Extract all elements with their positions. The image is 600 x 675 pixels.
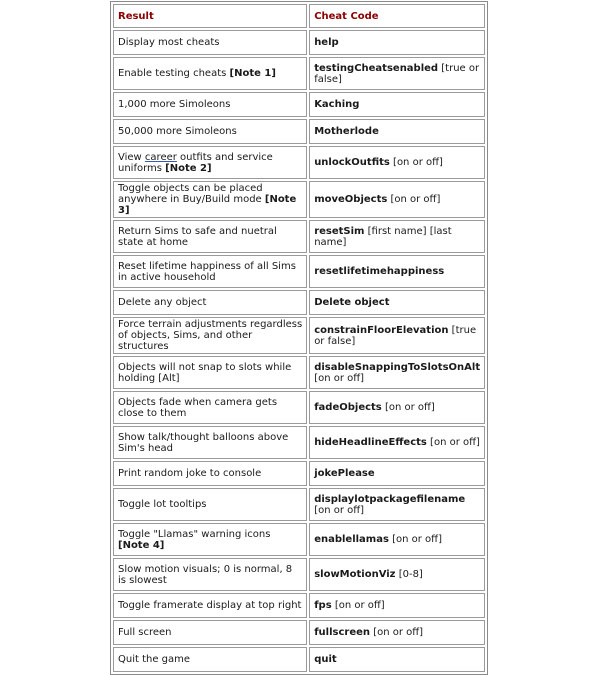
table-row — [113, 30, 485, 55]
cheat-code: Motherlode — [314, 126, 379, 137]
result-cell: 50,000 more Simoleons — [113, 119, 307, 144]
result-cell: Objects fade when camera gets close to them — [113, 391, 307, 424]
cheat-table — [110, 1, 488, 675]
result-cell: Toggle objects can be placed anywhere in Buy/Build mode [Note 3] — [113, 181, 307, 218]
code-cell — [309, 461, 485, 486]
result-cell: Force terrain adjustments regardless of objects, Sims, and other structures — [113, 317, 307, 354]
cheat-code: enablellamas — [314, 534, 389, 545]
table-row — [113, 426, 485, 459]
code-cell — [309, 255, 485, 288]
table-row — [113, 220, 485, 253]
column-header-result: Result — [113, 4, 307, 28]
result-cell: Delete any object — [113, 290, 307, 315]
table-row — [113, 620, 485, 645]
code-cell: disableSnappingToSlotsOnAlt [on or off] — [309, 356, 485, 389]
code-cell: displaylotpackagefilename [on or off] — [309, 488, 485, 521]
cheat-code: hideHeadlineEffects — [314, 437, 427, 448]
code-cell: moveObjects [on or off] — [309, 181, 485, 218]
code-cell — [309, 92, 485, 117]
cheat-table-wrapper — [110, 1, 488, 675]
code-cell: enablellamas [on or off] — [309, 523, 485, 556]
result-cell: Print random joke to console — [113, 461, 307, 486]
note-ref: [Note 3] — [118, 194, 297, 216]
cheat-code: fadeObjects — [314, 402, 382, 413]
result-cell: Quit the game — [113, 647, 307, 672]
cheat-code: disableSnappingToSlotsOnAlt — [314, 361, 481, 373]
code-cell: unlockOutfits [on or off] — [309, 146, 485, 179]
result-cell: 1,000 more Simoleons — [113, 92, 307, 117]
code-cell — [309, 119, 485, 144]
note-ref: [Note 2] — [165, 162, 212, 174]
table-row — [113, 290, 485, 315]
table-row — [113, 461, 485, 486]
result-cell: View career outfits and service uniforms [Note 2] — [113, 146, 307, 179]
code-cell: hideHeadlineEffects [on or off] — [309, 426, 485, 459]
result-cell: Enable testing cheats [Note 1] — [113, 57, 307, 90]
code-cell: fullscreen [on or off] — [309, 620, 485, 645]
table-row — [113, 391, 485, 424]
note-ref: [Note 4] — [118, 539, 165, 551]
result-cell: Display most cheats — [113, 30, 307, 55]
column-header-cheat-code: Cheat Code — [309, 4, 485, 28]
cheat-code: quit — [314, 654, 337, 665]
cheat-code: moveObjects — [314, 194, 388, 205]
table-row — [113, 593, 485, 618]
table-row — [113, 317, 485, 354]
result-cell: Slow motion visuals; 0 is normal, 8 is slowest — [113, 558, 307, 591]
code-cell — [309, 290, 485, 315]
cheat-code: Kaching — [314, 99, 360, 110]
result-cell: Toggle lot tooltips — [113, 488, 307, 521]
code-cell: fadeObjects [on or off] — [309, 391, 485, 424]
result-cell: Toggle framerate display at top right — [113, 593, 307, 618]
table-row — [113, 558, 485, 591]
code-cell — [309, 30, 485, 55]
cheat-code: resetlifetimehappiness — [314, 266, 445, 277]
result-cell: Reset lifetime happiness of all Sims in active household — [113, 255, 307, 288]
table-row — [113, 92, 485, 117]
cheat-code: Delete object — [314, 297, 390, 308]
cheat-code: displaylotpackagefilename — [314, 493, 466, 505]
cheat-code: resetSim — [314, 225, 365, 237]
table-row — [113, 255, 485, 288]
cheat-code: slowMotionViz — [314, 569, 396, 580]
cheat-code: unlockOutfits — [314, 157, 390, 168]
result-cell: Objects will not snap to slots while holding [Alt] — [113, 356, 307, 389]
table-row — [113, 119, 485, 144]
code-cell: fps [on or off] — [309, 593, 485, 618]
table-row — [113, 523, 485, 556]
table-row — [113, 356, 485, 389]
table-row — [113, 181, 485, 218]
note-ref: [Note 1] — [229, 68, 276, 79]
table-header-row — [113, 4, 485, 28]
cheat-code: fullscreen — [314, 627, 371, 638]
code-cell: resetSim [first name] [last name] — [309, 220, 485, 253]
code-cell: slowMotionViz [0-8] — [309, 558, 485, 591]
table-row — [113, 647, 485, 672]
code-cell — [309, 647, 485, 672]
cheat-code: jokePlease — [314, 468, 375, 479]
code-cell: constrainFloorElevation [true or false] — [309, 317, 485, 354]
result-cell: Show talk/thought balloons above Sim's head — [113, 426, 307, 459]
result-cell: Toggle "Llamas" warning icons [Note 4] — [113, 523, 307, 556]
cheat-code: help — [314, 37, 339, 48]
table-row — [113, 146, 485, 179]
cheat-code: fps — [314, 600, 332, 611]
result-cell: Full screen — [113, 620, 307, 645]
table-row — [113, 488, 485, 521]
cheat-code: testingCheatsenabled — [314, 62, 439, 74]
career-link[interactable]: career — [144, 151, 177, 163]
result-cell: Return Sims to safe and nuetral state at home — [113, 220, 307, 253]
code-cell: testingCheatsenabled [true or false] — [309, 57, 485, 90]
table-row — [113, 57, 485, 90]
cheat-code: constrainFloorElevation — [314, 324, 449, 336]
